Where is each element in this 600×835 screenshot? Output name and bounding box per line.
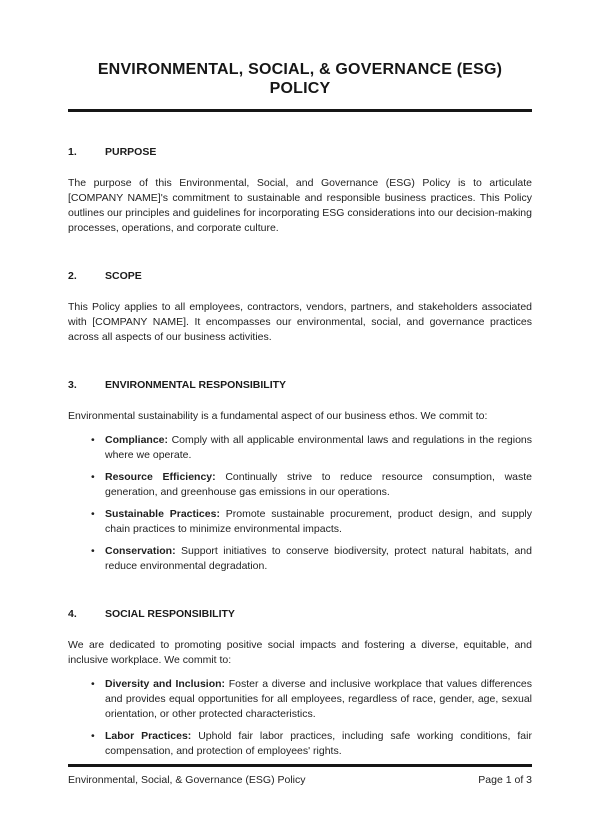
section-heading	[68, 378, 532, 393]
section-scope	[68, 269, 532, 345]
bullet-list	[68, 677, 532, 759]
bullet-label: Compliance:	[105, 434, 169, 446]
section-number: 4.	[68, 608, 77, 620]
bullet-item	[68, 677, 532, 722]
paragraph: The purpose of this Environmental, Social, and Governance (ESG) Policy is to articulate [COMPANY NAME]'s commitment to sustainable and responsible business practices. This Policy outlines our principles and guidelines for incorporating ESG considerations into our decision-making processes, operations, and corporate culture.	[68, 177, 532, 234]
paragraph: We are dedicated to promoting positive social impacts and fostering a diverse, equitable, and inclusive workplace. We commit to:	[68, 639, 532, 666]
bullet-item	[68, 729, 532, 759]
section-title: SCOPE	[105, 270, 142, 282]
bullet-marker: •	[91, 730, 95, 742]
section-purpose	[68, 145, 532, 236]
bullet-label: Resource Efficiency:	[105, 471, 216, 483]
section-number: 3.	[68, 379, 77, 391]
paragraph: Environmental sustainability is a fundamental aspect of our business ethos. We commit to:	[68, 410, 488, 422]
bullet-text: Foster a diverse and inclusive workplace that values differences and provides equal opportunities for all employees, regardless of race, gender, age, sexual orientation, or other protected characteristics.	[105, 678, 532, 720]
bullet-marker: •	[91, 434, 95, 446]
bullet-item	[68, 507, 532, 537]
section-title: PURPOSE	[105, 146, 157, 158]
footer-rule	[68, 764, 532, 767]
section-title: ENVIRONMENTAL RESPONSIBILITY	[105, 379, 287, 391]
bullet-text: Continually strive to reduce resource consumption, waste generation, and greenhouse gas emissions in our operations.	[105, 471, 533, 498]
section-heading	[68, 607, 532, 622]
bullet-marker: •	[91, 508, 95, 520]
section-title: SOCIAL RESPONSIBILITY	[105, 608, 235, 620]
bullet-marker: •	[91, 545, 95, 557]
section-heading	[68, 145, 532, 160]
bullet-marker: •	[91, 471, 95, 483]
bullet-list	[68, 433, 532, 574]
bullet-item	[68, 433, 532, 463]
bullet-label: Diversity and Inclusion:	[105, 678, 226, 690]
bullet-marker: •	[91, 678, 95, 690]
section-environmental-responsibility	[68, 378, 532, 574]
section-social-responsibility	[68, 607, 532, 759]
document-page	[0, 60, 600, 759]
bullet-text: Uphold fair labor practices, including safe working conditions, fair compensation, and protection of employees' rights.	[105, 730, 532, 757]
footer-page-number: Page 1 of 3	[478, 773, 532, 786]
bullet-label: Sustainable Practices:	[105, 508, 220, 520]
section-number: 2.	[68, 270, 77, 282]
page-footer	[68, 764, 532, 787]
section-heading	[68, 269, 532, 284]
bullet-item	[68, 544, 532, 574]
paragraph: This Policy applies to all employees, contractors, vendors, partners, and stakeholders associated with [COMPANY NAME]. It encompasses our environmental, social, and governance practices across all aspects of our business activities.	[68, 301, 532, 343]
title-rule	[68, 109, 532, 112]
section-number: 1.	[68, 146, 77, 158]
bullet-label: Labor Practices:	[105, 730, 192, 742]
bullet-text: Promote sustainable procurement, product design, and supply chain practices to minimize environmental impacts.	[105, 508, 532, 535]
bullet-label: Conservation:	[105, 545, 176, 557]
bullet-text: Comply with all applicable environmental laws and regulations in the regions where we operate.	[105, 434, 533, 461]
bullet-text: Support initiatives to conserve biodiversity, protect natural habitats, and reduce environmental degradation.	[105, 545, 532, 572]
footer-row	[68, 774, 532, 787]
bullet-item	[68, 470, 532, 500]
document-title: ENVIRONMENTAL, SOCIAL, & GOVERNANCE (ESG) POLICY	[97, 61, 503, 97]
footer-document-title: Environmental, Social, & Governance (ESG) Policy	[68, 773, 306, 786]
